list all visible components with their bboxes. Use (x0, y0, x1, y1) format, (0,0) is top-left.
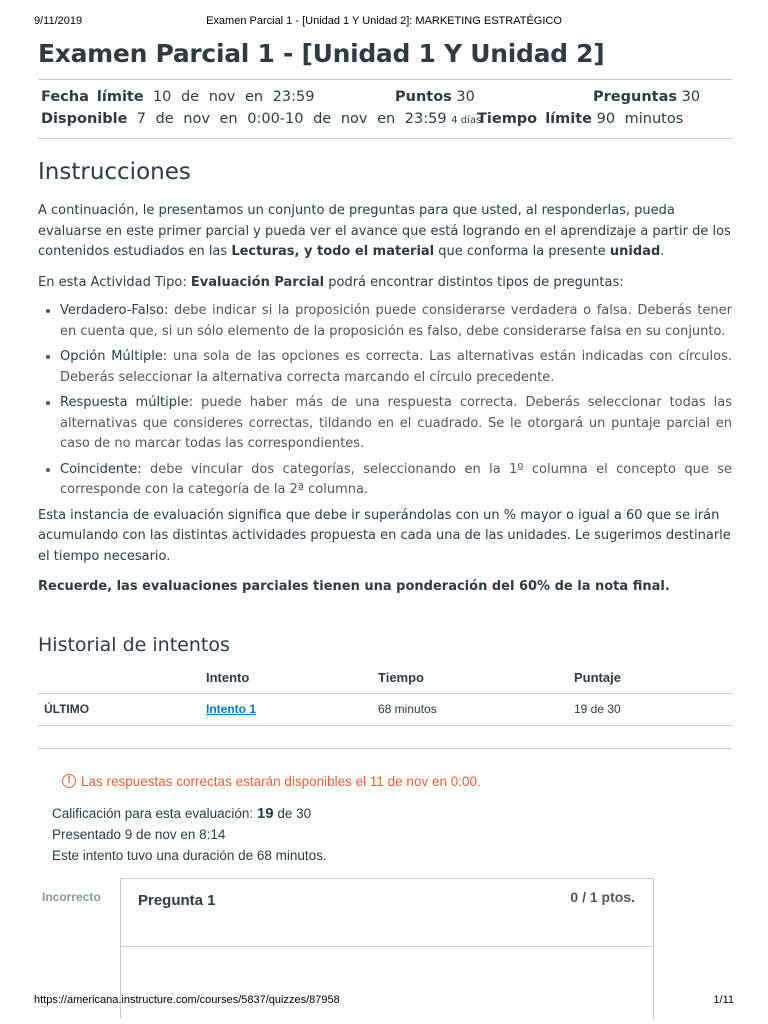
questions-label: Preguntas (593, 89, 677, 105)
instructions-types-intro (38, 273, 732, 294)
table-header-row (38, 664, 732, 694)
intro-text: A continuación, le presentamos un conjunto de preguntas para que usted, al responderlas, pueda evaluarse en este primer parcial y pueda ver el avance que está logrando en el aprendizaje a partir de los contenidos estudiados en las (38, 203, 731, 259)
type-term: Verdadero-Falso: (60, 303, 169, 318)
types-intro-text-2: podrá encontrar distintos tipos de preguntas: (324, 274, 624, 290)
instructions-heading: Instrucciones (38, 159, 191, 185)
score-suffix: de 30 (273, 805, 312, 821)
warning-circle-icon: ! (62, 774, 76, 788)
intro-bold-unidad: unidad (609, 244, 661, 259)
meta-due-date (41, 89, 314, 105)
type-desc: puede haber más de una respuesta correcta. Deberás seleccionar todas las alternativas que consideres correctas, tildando en el cuadrado. Se le otorgará un puntaje parcial en caso de no marcar todas las correspondientes. (60, 395, 732, 451)
submitted-line: Presentado 9 de nov en 8:14 (52, 826, 226, 842)
type-desc: una sola de las opciones es correcta. Las alternativas están indicadas con círculos. Deberás seleccionar la alternativa correcta marcando el círculo precedente. (60, 349, 732, 385)
list-item (60, 393, 732, 455)
due-date-value: 10 de nov en 23:59 (152, 89, 315, 105)
answers-notice (62, 774, 732, 789)
instructions-weighting: Recuerde, las evaluaciones parciales tienen una ponderación del 60% de la nota final. (38, 579, 670, 594)
section-divider (38, 748, 732, 749)
available-days: 4 días (451, 115, 482, 126)
points-value: 30 (456, 89, 475, 105)
quiz-meta (38, 80, 732, 138)
list-item (60, 460, 732, 501)
print-title: Examen Parcial 1 - [Unidad 1 Y Unidad 2]: MARKETING ESTRATÉGICO (206, 15, 562, 27)
attempt-time: 68 minutos (372, 693, 568, 725)
table-row (38, 693, 732, 725)
attempt-cell (200, 693, 372, 725)
column-header: Intento (200, 664, 372, 694)
attempt-score: 19 de 30 (568, 693, 732, 725)
column-header (38, 664, 200, 694)
question-header (121, 879, 653, 947)
print-page-number: 1/11 (713, 994, 734, 1006)
score-value: 19 (256, 804, 274, 822)
instructions-threshold: Esta instancia de evaluación significa que debe ir superándolas con un % mayor o igual a 60 que se irán acumulando con las distintas actividades propuesta en cada una de las unidades. Le sugerimos destinarle el tiempo necesario. (38, 507, 731, 564)
meta-questions (593, 89, 700, 105)
points-label: Puntos (395, 89, 452, 105)
type-desc: debe indicar si la proposición puede considerarse verdadera o falsa. Deberás tener en cuenta que, si un sólo elemento de la proposición es falso, debe considerarse falsa en su conjunto. (60, 303, 732, 339)
column-header: Puntaje (568, 664, 732, 694)
duration-line: Este intento tuvo una duración de 68 minutos. (52, 847, 327, 863)
type-term: Opción Múltiple: (60, 349, 168, 364)
instructions-intro (38, 201, 732, 263)
available-label: Disponible (41, 111, 128, 127)
quiz-title: Examen Parcial 1 - [Unidad 1 Y Unidad 2] (38, 39, 605, 68)
notice-text: Las respuestas correctas estarán disponibles el 11 de nov en 0:00. (81, 773, 481, 789)
types-intro-text: En esta Actividad Tipo: (38, 274, 191, 290)
due-date-label: Fecha límite (41, 89, 144, 105)
meta-points (395, 89, 475, 105)
column-header: Tiempo (372, 664, 568, 694)
intro-bold-lecturas: Lecturas, y todo el material (231, 244, 435, 259)
history-heading: Historial de intentos (38, 633, 230, 656)
attempt-summary (52, 803, 732, 866)
time-limit-label: Tiempo límite (477, 111, 592, 127)
attempt-link[interactable]: Intento 1 (206, 701, 256, 716)
questions-value: 30 (681, 89, 701, 105)
type-term: Coincidente: (60, 461, 142, 477)
meta-available (41, 111, 481, 127)
question-types-list (38, 301, 732, 501)
attempt-row-label: ÚLTIMO (38, 693, 200, 725)
question-status-badge: Incorrecto (42, 889, 101, 904)
print-date: 9/11/2019 (34, 15, 83, 27)
type-term: Respuesta múltiple: (60, 395, 194, 410)
list-item (60, 301, 732, 342)
list-item (60, 347, 732, 388)
question-points: 0 / 1 ptos. (570, 888, 635, 905)
score-line (52, 803, 732, 824)
available-value: 7 de nov en 0:00-10 de nov en 23:59 (136, 111, 447, 127)
question-title: Pregunta 1 (138, 891, 216, 909)
time-limit-value: 90 minutos (596, 111, 684, 127)
attempt-history-table (38, 664, 732, 726)
quiz-content (38, 38, 732, 1018)
meta-divider (38, 138, 732, 139)
intro-text-2: que conforma la presente (434, 244, 610, 259)
intro-period: . (660, 244, 665, 259)
types-intro-bold: Evaluación Parcial (190, 274, 325, 290)
print-url: https://americana.instructure.com/courses/5837/quizzes/87958 (34, 994, 340, 1006)
score-label: Calificación para esta evaluación: (52, 805, 257, 821)
type-desc: debe vincular dos categorías, seleccionando en la 1º columna el concepto que se corresponde con la categoría de la 2ª columna. (60, 461, 732, 497)
meta-time-limit (477, 111, 683, 127)
